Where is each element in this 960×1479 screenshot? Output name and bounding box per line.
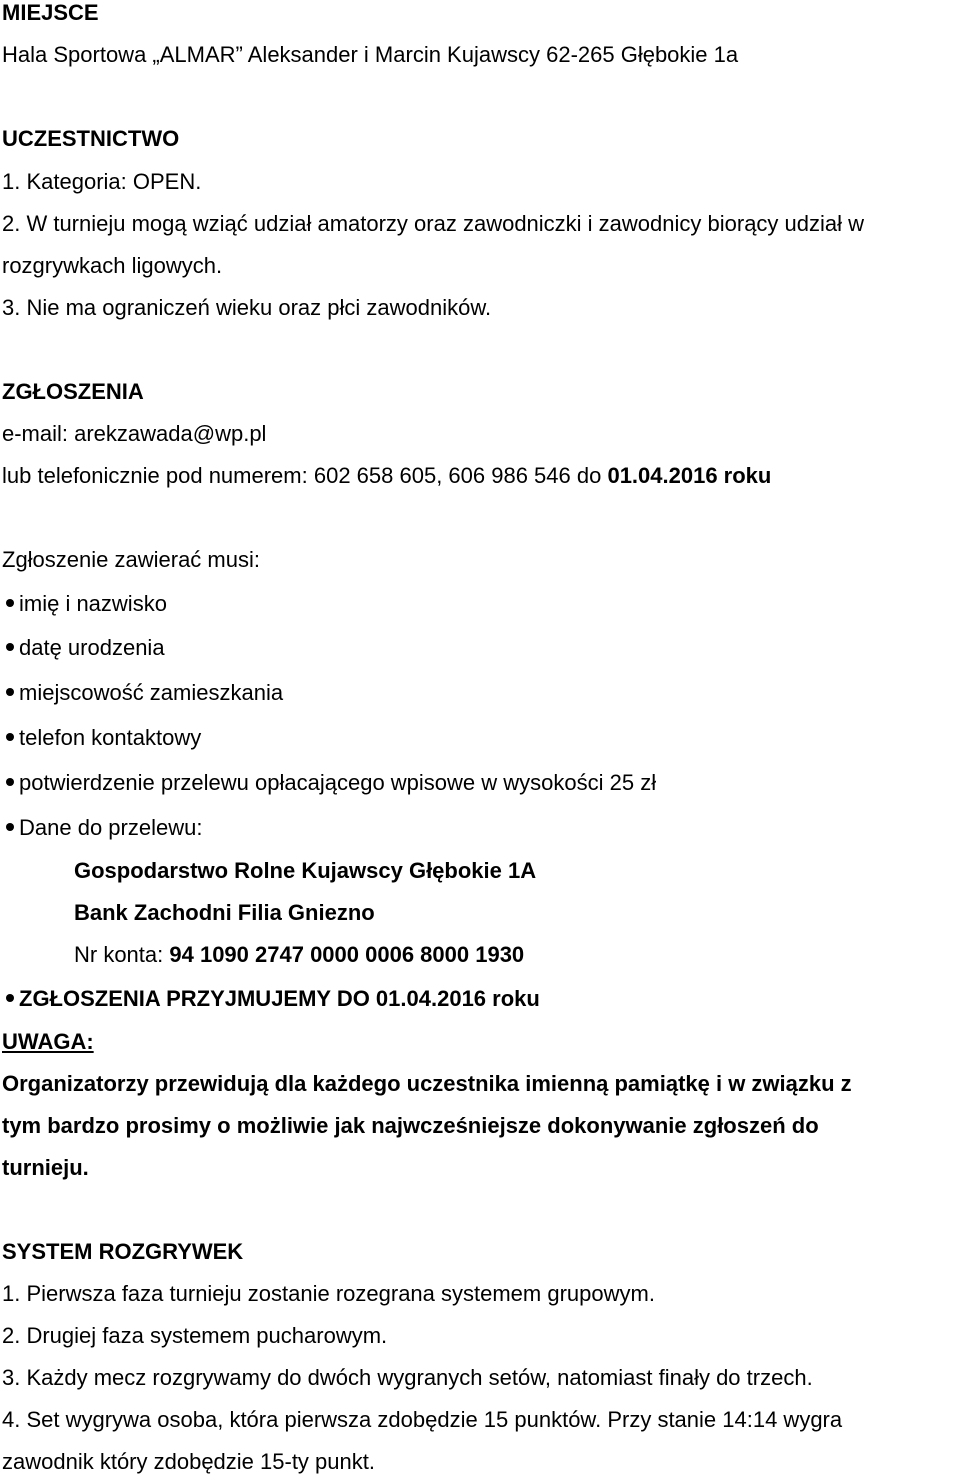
bullet-icon <box>6 823 14 831</box>
zgloszenia-phone <box>2 463 771 489</box>
list-item <box>0 815 202 841</box>
uwaga-line-2: tym bardzo prosimy o możliwie jak najwcześniejsze dokonywanie zgłoszeń do <box>2 1113 819 1138</box>
bank-branch: Bank Zachodni Filia Gniezno <box>74 900 375 925</box>
bank-recipient: Gospodarstwo Rolne Kujawscy Głębokie 1A <box>74 858 537 883</box>
uwaga-heading: UWAGA: <box>2 1029 94 1054</box>
uczestnictwo-item-2-line-2: rozgrywkach ligowych. <box>2 253 223 278</box>
zgloszenia-phone-text: lub telefonicznie pod numerem: 602 658 605, 606 986 546 do <box>2 463 608 488</box>
list-item <box>0 680 283 706</box>
system-item-4-line-1: 4. Set wygrywa osoba, która pierwsza zdobędzie 15 punktów. Przy stanie 14:14 wygra <box>2 1407 843 1432</box>
zgloszenia-phone-deadline: 01.04.2016 roku <box>607 463 772 488</box>
bullet-icon <box>6 599 14 607</box>
uczestnictwo-item-1: 1. Kategoria: OPEN. <box>2 169 202 194</box>
miejsce-heading: MIEJSCE <box>2 0 99 25</box>
uwaga-line-3: turnieju. <box>2 1155 89 1180</box>
bullet-icon <box>6 688 14 696</box>
zgloszenia-heading: ZGŁOSZENIA <box>2 379 144 404</box>
zgloszenia-must-contain: Zgłoszenie zawierać musi: <box>2 547 260 572</box>
list-item <box>0 986 540 1012</box>
list-item-label: telefon kontaktowy <box>19 725 202 750</box>
list-item-label: potwierdzenie przelewu opłacającego wpisowe w wysokości 25 zł <box>19 770 657 795</box>
bank-account <box>74 942 524 968</box>
list-item <box>0 770 656 796</box>
list-item-label: datę urodzenia <box>19 635 165 660</box>
list-item-label: Dane do przelewu: <box>19 815 203 840</box>
uczestnictwo-heading: UCZESTNICTWO <box>2 126 180 151</box>
bank-account-label: Nr konta: <box>74 942 170 967</box>
bullet-icon <box>6 643 14 651</box>
list-item-label: miejscowość zamieszkania <box>19 680 284 705</box>
bullet-icon <box>6 994 14 1002</box>
list-item <box>0 591 167 617</box>
bank-account-number: 94 1090 2747 0000 0006 8000 1930 <box>169 942 525 967</box>
list-item <box>0 725 201 751</box>
system-item-3: 3. Każdy mecz rozgrywamy do dwóch wygranych setów, natomiast finały do trzech. <box>2 1365 813 1390</box>
system-item-2: 2. Drugiej faza systemem pucharowym. <box>2 1323 388 1348</box>
uczestnictwo-item-2-line-1: 2. W turnieju mogą wziąć udział amatorzy oraz zawodniczki i zawodnicy biorący udział w <box>2 211 865 236</box>
list-item <box>0 635 165 661</box>
miejsce-text: Hala Sportowa „ALMAR” Aleksander i Marcin Kujawscy 62-265 Głębokie 1a <box>2 42 739 67</box>
list-item-label: imię i nazwisko <box>19 591 167 616</box>
bullet-icon <box>6 733 14 741</box>
system-item-1: 1. Pierwsza faza turnieju zostanie rozegrana systemem grupowym. <box>2 1281 655 1306</box>
uwaga-line-1: Organizatorzy przewidują dla każdego uczestnika imienną pamiątkę i w związku z <box>2 1071 852 1096</box>
deadline-notice: ZGŁOSZENIA PRZYJMUJEMY DO 01.04.2016 roku <box>19 986 540 1011</box>
zgloszenia-email: e-mail: arekzawada@wp.pl <box>2 421 267 446</box>
system-item-4-line-2: zawodnik który zdobędzie 15-ty punkt. <box>2 1449 375 1474</box>
bullet-icon <box>6 778 14 786</box>
system-heading: SYSTEM ROZGRYWEK <box>2 1239 244 1264</box>
uczestnictwo-item-3: 3. Nie ma ograniczeń wieku oraz płci zawodników. <box>2 295 492 320</box>
